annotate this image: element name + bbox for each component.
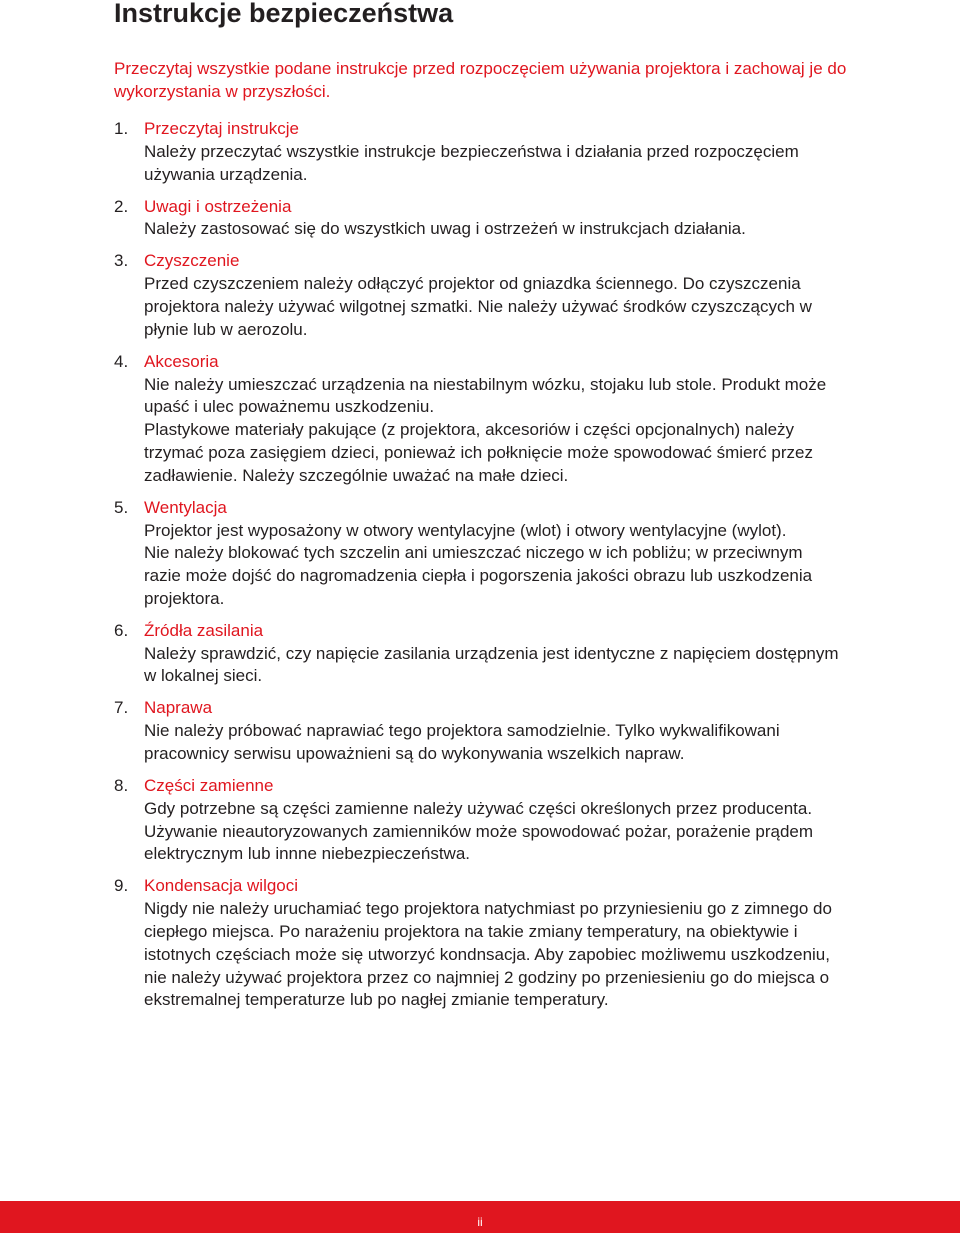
item-heading: Uwagi i ostrzeżenia [144, 196, 292, 216]
list-item [114, 697, 844, 765]
list-item [114, 497, 844, 611]
page-title: Instrukcje bezpieczeństwa [114, 0, 454, 28]
item-heading: Przeczytaj instrukcje [144, 119, 299, 138]
item-heading: Naprawa [144, 698, 213, 718]
item-text: Plastykowe materiały pakujące (z projektora, akcesoriów i części opcjonalnych) należy trzymać poza zasięgiem dzieci, ponieważ ich połknięcie może spowodować śmierć przez zadławienie. Należy szczególnie uważać na małe dzieci. [144, 420, 813, 485]
item-number: 2. [114, 196, 129, 216]
item-text: Projektor jest wyposażony w otwory wentylacyjne (wlot) i otwory wentylacyjne (wylot). [144, 520, 787, 540]
intro-text: Przeczytaj wszystkie podane instrukcje przed rozpoczęciem używania projektora i zachowaj je do wykorzystania w przyszłości. [114, 59, 847, 101]
item-text: Nie należy próbować naprawiać tego projektora samodzielnie. Tylko wykwalifikowani pracownicy serwisu upoważnieni są do wykonywania wszelkich napraw. [144, 721, 780, 764]
item-heading: Kondensacja wilgoci [144, 876, 299, 896]
item-number: 7. [114, 698, 129, 718]
list-item [114, 118, 844, 186]
item-number: 1. [114, 119, 129, 138]
item-heading: Wentylacja [144, 497, 227, 517]
item-text: Nie należy blokować tych szczelin ani umieszczać niczego w ich pobliżu; w przeciwnym razie może dojść do nagromadzenia ciepła i pogorszenia jakości obrazu lub uszkodzenia projektora. [144, 543, 813, 608]
list-item [114, 875, 844, 1012]
item-text: Należy przeczytać wszystkie instrukcje bezpieczeństwa i działania przed rozpoczęciem używania urządzenia. [144, 141, 799, 184]
item-number: 6. [114, 620, 129, 640]
item-text: Przed czyszczeniem należy odłączyć projektor od gniazdka ściennego. Do czyszczenia projektora należy używać wilgotnej szmatki. Nie należy używać środków czyszczących w płynie lub w aerozolu. [144, 274, 812, 339]
item-heading: Czyszczenie [144, 251, 240, 271]
item-text: Nigdy nie należy uruchamiać tego projektora natychmiast po przyniesieniu go z zimnego do ciepłego miejsca. Po narażeniu projektora na takie zmiany temperatury, na obiektywie i istotnych częściach może się utworzyć kondnsacja. Aby zapobiec możliwemu uszkodzeniu, nie należy używać projektora przez co najmniej 2 godziny po przeniesieniu go do miejsca o ekstremalnej temperaturze lub po nagłej zmianie temperatury. [144, 899, 832, 1010]
item-text: Należy sprawdzić, czy napięcie zasilania urządzenia jest identyczne z napięciem dostępnym w lokalnej sieci. [144, 643, 839, 686]
footer-bar [0, 1201, 960, 1233]
item-text: Należy zastosować się do wszystkich uwag i ostrzeżeń w instrukcjach działania. [144, 219, 746, 239]
item-number: 8. [114, 776, 129, 796]
list-item [114, 196, 844, 242]
item-number: 9. [114, 876, 129, 896]
item-heading: Akcesoria [144, 351, 219, 371]
list-item [114, 351, 844, 488]
item-number: 5. [114, 497, 129, 517]
item-heading: Części zamienne [144, 776, 274, 796]
list-item [114, 250, 844, 341]
instructions-list [114, 118, 844, 1021]
item-text: Nie należy umieszczać urządzenia na niestabilnym wózku, stojaku lub stole. Produkt może upaść i ulec poważnemu uszkodzeniu. [144, 374, 827, 417]
item-text: Gdy potrzebne są części zamienne należy używać części określonych przez producenta. Używanie nieautoryzowanych zamienników może spowodować pożar, porażenie prądem elektrycznym lub innne niebezpieczeństwa. [144, 798, 814, 864]
list-item [114, 620, 844, 688]
item-heading: Źródła zasilania [144, 620, 264, 640]
item-number: 4. [114, 351, 129, 371]
list-item [114, 775, 844, 866]
page-number: ii [477, 1215, 483, 1229]
item-number: 3. [114, 251, 129, 271]
